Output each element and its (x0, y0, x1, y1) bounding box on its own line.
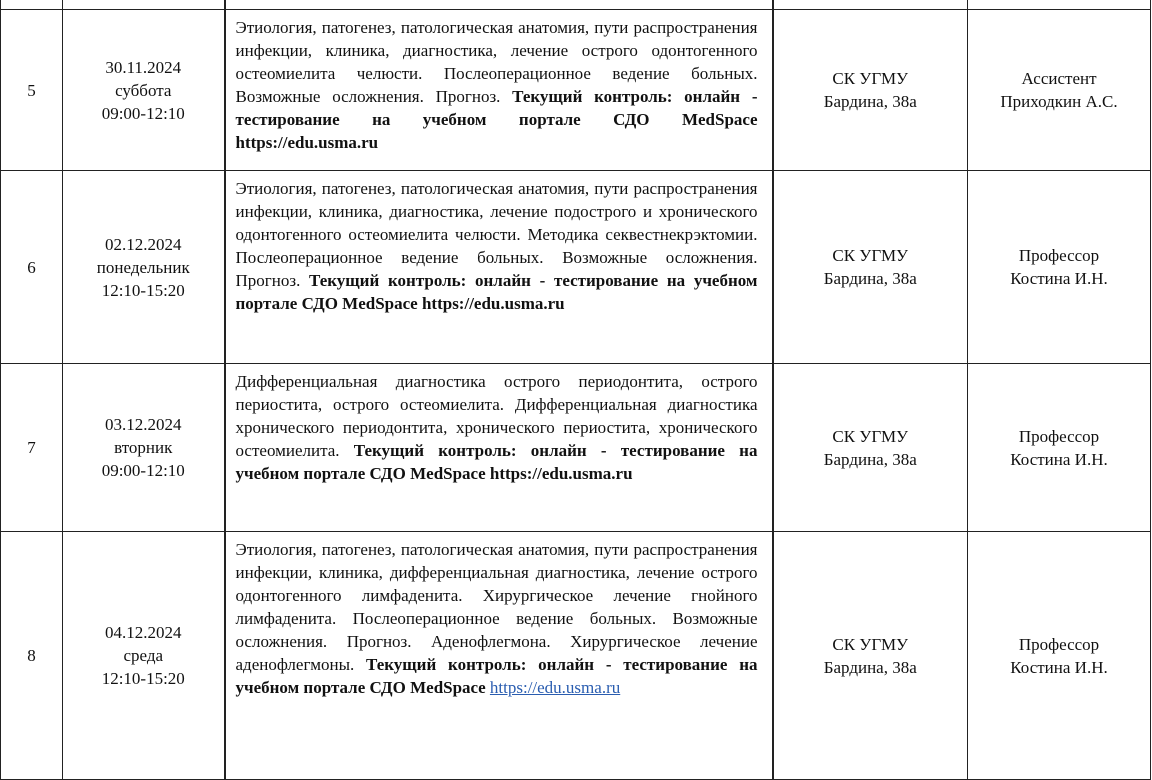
date-cell (63, 10, 225, 171)
location-cell (773, 10, 968, 171)
row-number: 7 (1, 364, 63, 532)
teacher-name: Приходкин А.С. (1000, 92, 1118, 111)
topic-text: Этиология, патогенез, патологическая анатомия, пути распространения инфекции, клиника, дифференциальная диагностика, лечение острого одонтогенного лимфаденита. Хирургическое лечение гнойного лимфаденита. Послеоперационное ведение больных. Возможные осложнения. Прогноз. Аденофлегмона. Хирургическое лечение аденофлегмоны. (235, 540, 758, 674)
time: 12:10-15:20 (101, 669, 185, 688)
row-number: 5 (1, 10, 63, 171)
location-name: СК УГМУ (832, 634, 909, 654)
teacher-title: Профессор (1018, 426, 1100, 446)
location-address: Бардина, 38а (823, 657, 917, 677)
teacher-cell (968, 10, 1151, 171)
date-cell (63, 364, 225, 532)
teacher-cell (968, 364, 1151, 532)
weekday: суббота (115, 80, 172, 100)
date: 30.11.2024 (105, 57, 182, 77)
control-text: Текущий контроль: онлайн - тестирование на учебном портале СДО MedSpace https://edu.usma.ru (235, 441, 758, 483)
row-number: 6 (1, 171, 63, 364)
cell (63, 0, 225, 10)
teacher-name: Костина И.Н. (1010, 657, 1108, 677)
topic-cell (225, 364, 773, 532)
location-name: СК УГМУ (832, 426, 909, 446)
table-row-previous (1, 0, 1151, 10)
date-cell (63, 532, 225, 780)
teacher-title: Ассистент (1021, 69, 1097, 88)
time: 12:10-15:20 (101, 280, 185, 300)
row-number: 8 (1, 532, 63, 780)
topic-text: Этиология, патогенез, патологическая анатомия, пути распространения инфекции, клиника, диагностика, лечение острого одонтогенного остеомиелита челюсти. Послеоперационное ведение больных. Возможные осложнения. Прогноз. (235, 18, 758, 106)
teacher-name: Костина И.Н. (1010, 449, 1108, 469)
weekday: среда (123, 646, 164, 665)
location-cell (773, 171, 968, 364)
location-address: Бардина, 38а (823, 269, 917, 288)
topic-cell (225, 171, 773, 364)
cell (968, 0, 1151, 10)
table-row (1, 171, 1151, 364)
teacher-name: Костина И.Н. (1010, 269, 1108, 288)
teacher-title: Профессор (1018, 246, 1100, 265)
table-row (1, 364, 1151, 532)
control-text: Текущий контроль: онлайн - тестирование на учебном портале СДО MedSpace https://edu.usma.ru (235, 87, 758, 152)
control-text: Текущий контроль: онлайн - тестирование на учебном портале СДО MedSpace (235, 655, 758, 697)
cell (1, 0, 63, 10)
cell (773, 0, 968, 10)
date: 03.12.2024 (105, 415, 182, 434)
location-address: Бардина, 38а (823, 92, 917, 111)
weekday: вторник (114, 438, 173, 457)
teacher-cell (968, 171, 1151, 364)
date: 02.12.2024 (105, 234, 182, 254)
topic-cell (225, 10, 773, 171)
topic-text: Этиология, патогенез, патологическая анатомия, пути распространения инфекции, клиника, диагностика, лечение подострого и хронического одонтогенного остеомиелита челюсти. Методика секвестнекрэктомии. Послеоперационное ведение больных. Возможные осложнения. Прогноз. (235, 179, 758, 290)
location-name: СК УГМУ (832, 69, 909, 88)
time: 09:00-12:10 (101, 103, 185, 123)
cell (225, 0, 773, 10)
teacher-cell (968, 532, 1151, 780)
weekday: понедельник (96, 257, 190, 277)
time: 09:00-12:10 (101, 461, 185, 480)
location-cell (773, 364, 968, 532)
table-row (1, 532, 1151, 780)
date-cell (63, 171, 225, 364)
topic-cell (225, 532, 773, 780)
topic-text: Дифференциальная диагностика острого периодонтита, острого периостита, острого остеомиелита. Дифференциальная диагностика хронического периодонтита, хронического периостита, хронического остеомиелита. (235, 372, 758, 460)
location-address: Бардина, 38а (823, 449, 917, 469)
location-cell (773, 532, 968, 780)
location-name: СК УГМУ (832, 246, 909, 265)
teacher-title: Профессор (1018, 634, 1100, 654)
date: 04.12.2024 (105, 623, 182, 642)
control-text: Текущий контроль: онлайн - тестирование на учебном портале СДО MedSpace https://edu.usma.ru (235, 271, 758, 313)
portal-link[interactable]: https://edu.usma.ru (489, 678, 621, 697)
table-row (1, 10, 1151, 171)
